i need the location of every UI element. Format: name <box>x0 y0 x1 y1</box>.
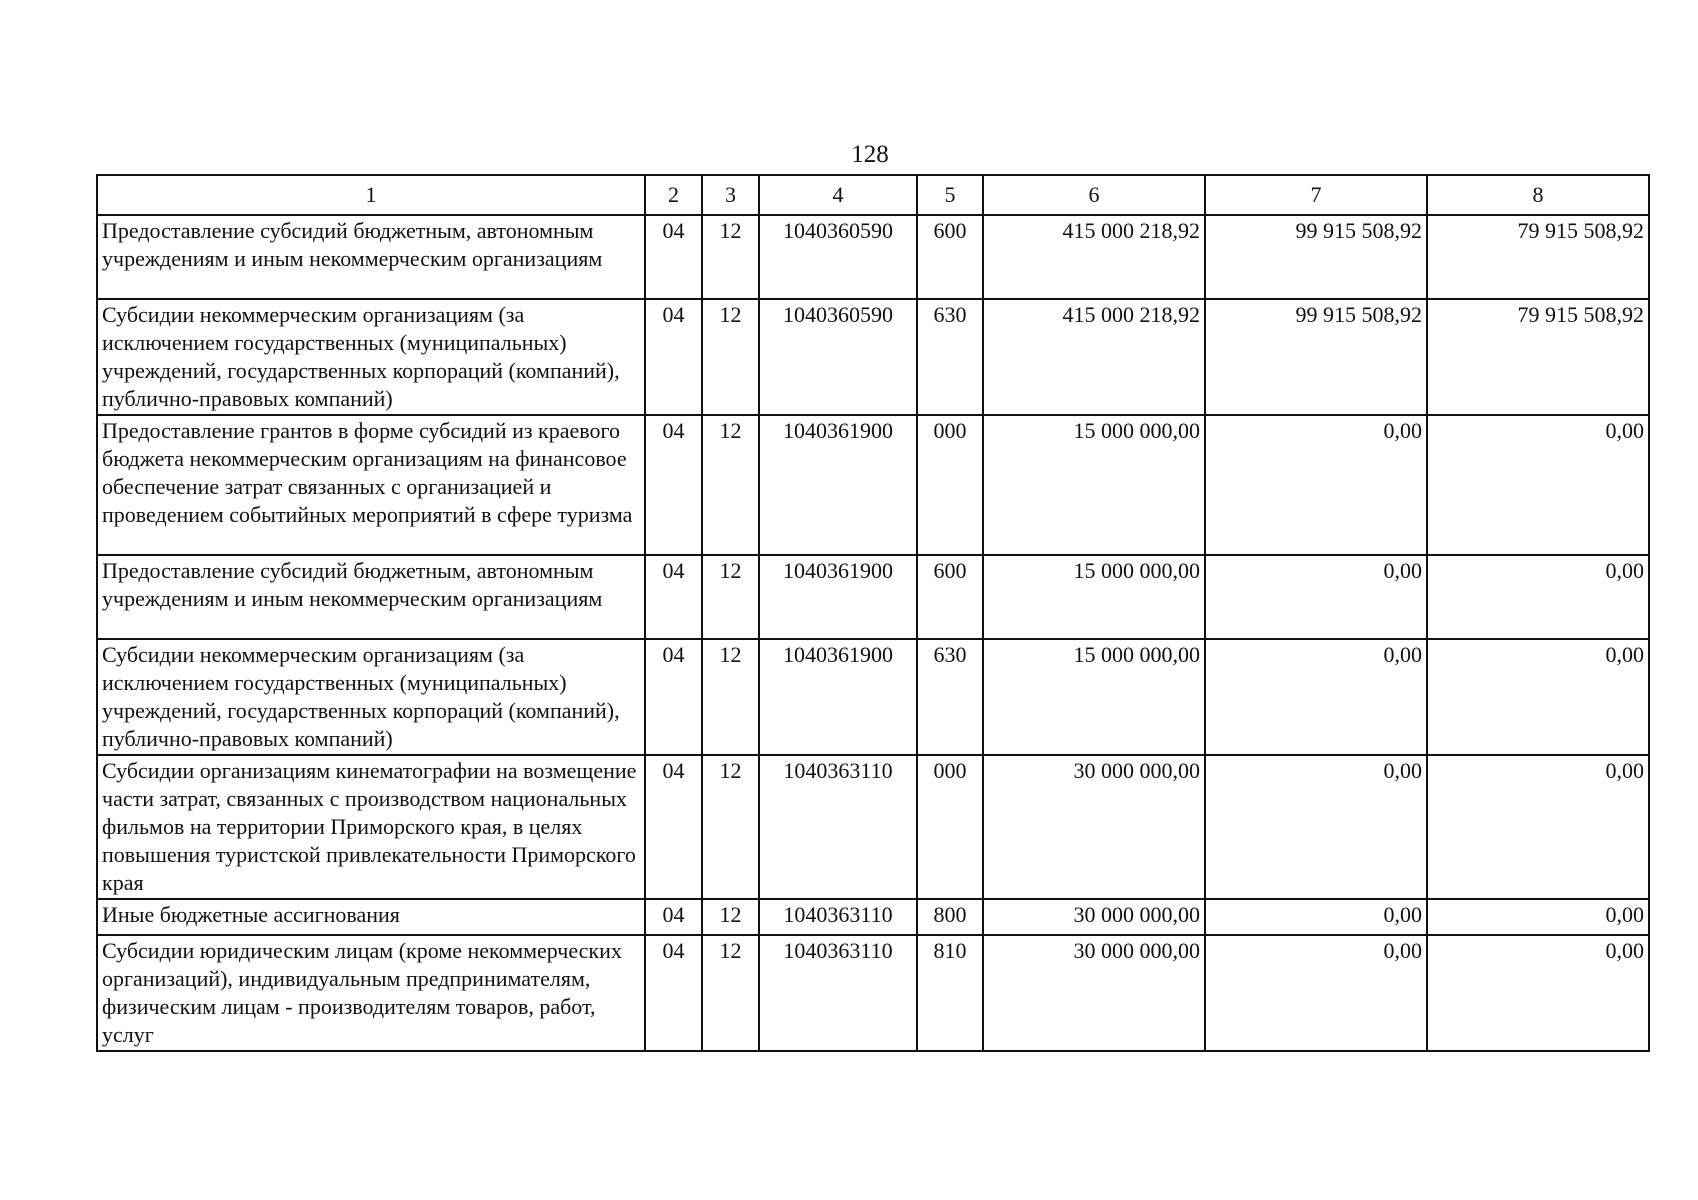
row-subsection: 12 <box>702 899 759 935</box>
header-cell: 3 <box>702 175 759 215</box>
row-amount-6: 15 000 000,00 <box>983 555 1205 639</box>
row-subsection: 12 <box>702 755 759 899</box>
row-target-article: 1040363110 <box>759 935 917 1051</box>
row-target-article: 1040361900 <box>759 639 917 755</box>
row-section: 04 <box>645 299 702 415</box>
table-row <box>97 639 1649 755</box>
row-amount-6: 30 000 000,00 <box>983 935 1205 1051</box>
table-row <box>97 755 1649 899</box>
row-description: Иные бюджетные ассигнования <box>97 899 645 935</box>
header-cell: 1 <box>97 175 645 215</box>
row-target-article: 1040360590 <box>759 299 917 415</box>
row-amount-8: 0,00 <box>1427 555 1649 639</box>
page-number: 128 <box>851 141 889 168</box>
row-expense-type: 810 <box>917 935 983 1051</box>
row-amount-8: 79 915 508,92 <box>1427 299 1649 415</box>
row-amount-7: 0,00 <box>1205 639 1427 755</box>
row-target-article: 1040363110 <box>759 899 917 935</box>
header-row <box>97 175 1649 215</box>
header-cell: 5 <box>917 175 983 215</box>
row-subsection: 12 <box>702 935 759 1051</box>
row-amount-7: 99 915 508,92 <box>1205 299 1427 415</box>
row-target-article: 1040361900 <box>759 555 917 639</box>
row-amount-8: 0,00 <box>1427 415 1649 555</box>
row-expense-type: 630 <box>917 299 983 415</box>
budget-table <box>96 174 1650 1052</box>
row-amount-6: 15 000 000,00 <box>983 639 1205 755</box>
row-amount-7: 0,00 <box>1205 415 1427 555</box>
row-amount-6: 415 000 218,92 <box>983 215 1205 299</box>
row-expense-type: 630 <box>917 639 983 755</box>
header-cell: 4 <box>759 175 917 215</box>
table-row <box>97 215 1649 299</box>
header-cell: 8 <box>1427 175 1649 215</box>
row-description: Субсидии некоммерческим организациям (за исключением государственных (муниципальных) учреждений, государственных корпораций (компаний), публично-правовых компаний) <box>97 299 645 415</box>
row-expense-type: 000 <box>917 755 983 899</box>
table-row <box>97 299 1649 415</box>
row-section: 04 <box>645 415 702 555</box>
row-description: Субсидии некоммерческим организациям (за исключением государственных (муниципальных) учреждений, государственных корпораций (компаний), публично-правовых компаний) <box>97 639 645 755</box>
header-cell: 2 <box>645 175 702 215</box>
table-row <box>97 935 1649 1051</box>
row-subsection: 12 <box>702 639 759 755</box>
row-amount-7: 99 915 508,92 <box>1205 215 1427 299</box>
row-amount-6: 415 000 218,92 <box>983 299 1205 415</box>
row-amount-8: 0,00 <box>1427 639 1649 755</box>
row-amount-7: 0,00 <box>1205 935 1427 1051</box>
row-section: 04 <box>645 639 702 755</box>
row-amount-6: 30 000 000,00 <box>983 755 1205 899</box>
row-description: Предоставление грантов в форме субсидий из краевого бюджета некоммерческим организациям на финансовое обеспечение затрат связанных с организацией и проведением событийных мероприятий в сфере туризма <box>97 415 645 555</box>
row-amount-6: 15 000 000,00 <box>983 415 1205 555</box>
row-section: 04 <box>645 935 702 1051</box>
row-amount-7: 0,00 <box>1205 555 1427 639</box>
row-subsection: 12 <box>702 415 759 555</box>
row-description: Субсидии организациям кинематографии на возмещение части затрат, связанных с производством национальных фильмов на территории Приморского края, в целях повышения туристской привлекательности Приморского края <box>97 755 645 899</box>
row-section: 04 <box>645 755 702 899</box>
row-target-article: 1040360590 <box>759 215 917 299</box>
row-target-article: 1040361900 <box>759 415 917 555</box>
row-expense-type: 000 <box>917 415 983 555</box>
row-amount-8: 0,00 <box>1427 935 1649 1051</box>
row-subsection: 12 <box>702 555 759 639</box>
row-description: Предоставление субсидий бюджетным, автономным учреждениям и иным некоммерческим организациям <box>97 215 645 299</box>
table-row <box>97 899 1649 935</box>
row-description: Предоставление субсидий бюджетным, автономным учреждениям и иным некоммерческим организациям <box>97 555 645 639</box>
table-row <box>97 415 1649 555</box>
row-amount-7: 0,00 <box>1205 899 1427 935</box>
header-cell: 7 <box>1205 175 1427 215</box>
header-cell: 6 <box>983 175 1205 215</box>
row-section: 04 <box>645 555 702 639</box>
row-expense-type: 800 <box>917 899 983 935</box>
row-amount-8: 0,00 <box>1427 755 1649 899</box>
row-subsection: 12 <box>702 215 759 299</box>
row-expense-type: 600 <box>917 555 983 639</box>
row-section: 04 <box>645 899 702 935</box>
table-row <box>97 555 1649 639</box>
row-amount-8: 79 915 508,92 <box>1427 215 1649 299</box>
row-amount-7: 0,00 <box>1205 755 1427 899</box>
row-subsection: 12 <box>702 299 759 415</box>
row-target-article: 1040363110 <box>759 755 917 899</box>
row-section: 04 <box>645 215 702 299</box>
row-description: Субсидии юридическим лицам (кроме некоммерческих организаций), индивидуальным предпринимателям, физическим лицам - производителям товаров, работ, услуг <box>97 935 645 1051</box>
row-expense-type: 600 <box>917 215 983 299</box>
row-amount-8: 0,00 <box>1427 899 1649 935</box>
row-amount-6: 30 000 000,00 <box>983 899 1205 935</box>
